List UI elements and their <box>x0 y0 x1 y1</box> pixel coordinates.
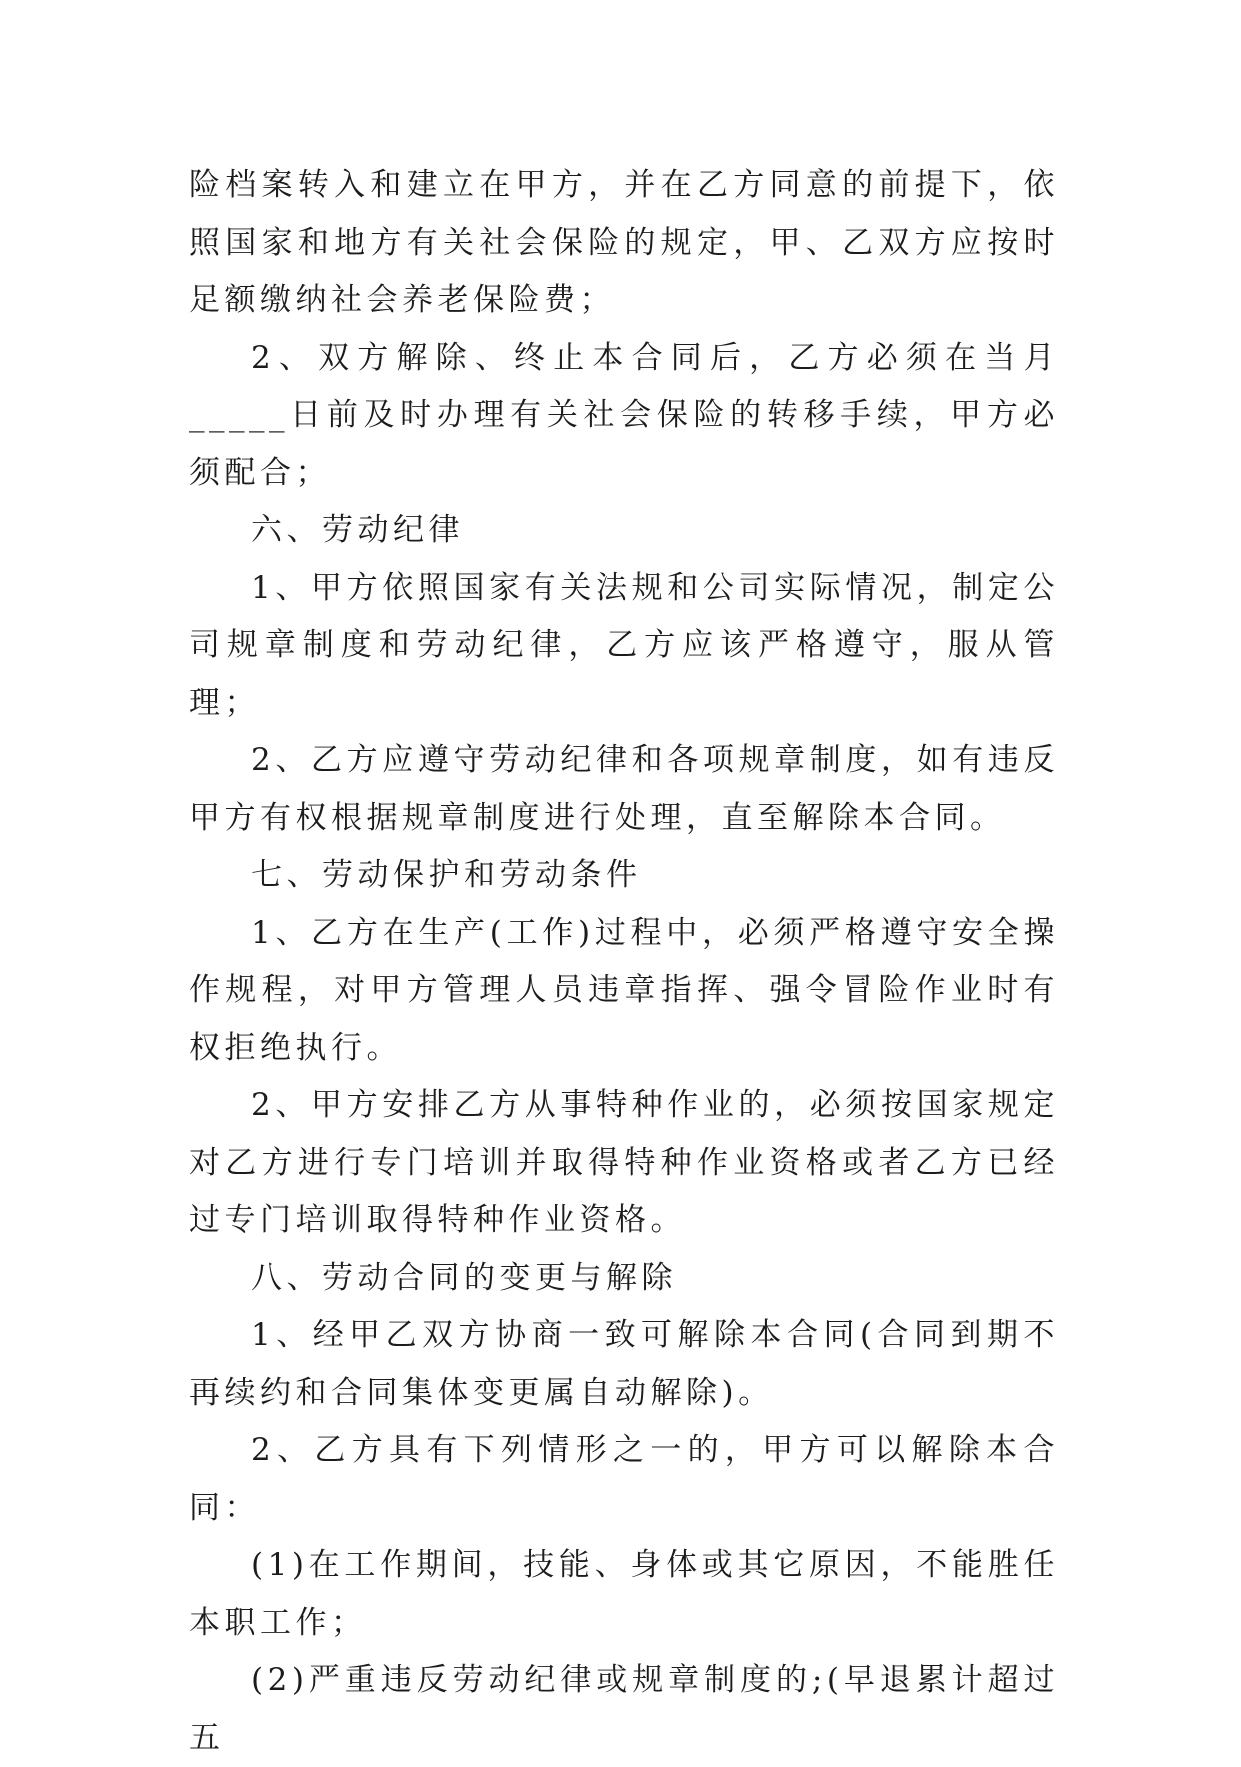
paragraph-mutual-termination: 1、经甲乙双方协商一致可解除本合同(合同到期不再续约和合同集体变更属自动解除)。 <box>189 1317 1059 1411</box>
paragraph-company-rules: 1、甲方依照国家有关法规和公司实际情况，制定公司规章制度和劳动纪律，乙方应该严格遵守，服从管理； <box>189 569 1059 721</box>
paragraph-social-insurance-continued: 险档案转入和建立在甲方，并在乙方同意的前提下，依照国家和地方有关社会保险的规定，甲、乙双方应按时足额缴纳社会养老保险费； <box>189 167 1059 318</box>
document-body <box>189 157 1059 1767</box>
section-heading-labor-protection: 七、劳动保护和劳动条件 <box>251 857 642 893</box>
paragraph-safety-operation: 1、乙方在生产(工作)过程中，必须严格遵守安全操作规程，对甲方管理人员违章指挥、强令冒险作业时有权拒绝执行。 <box>189 914 1059 1066</box>
section-heading-labor-discipline: 六、劳动纪律 <box>251 512 464 548</box>
paragraph-termination-conditions: 2、乙方具有下列情形之一的，甲方可以解除本合同： <box>189 1432 1059 1526</box>
list-item-incompetence: (1)在工作期间，技能、身体或其它原因，不能胜任本职工作； <box>189 1547 1059 1641</box>
paragraph-insurance-transfer: 2、双方解除、终止本合同后，乙方必须在当月_____日前及时办理有关社会保险的转移手续，甲方必须配合； <box>189 339 1059 491</box>
paragraph-discipline-violation: 2、乙方应遵守劳动纪律和各项规章制度，如有违反甲方有权根据规章制度进行处理，直至解除本合同。 <box>189 742 1059 836</box>
section-heading-contract-change: 八、劳动合同的变更与解除 <box>251 1259 677 1296</box>
paragraph-special-operation-training: 2、甲方安排乙方从事特种作业的，必须按国家规定对乙方进行专门培训并取得特种作业资格或者乙方已经过专门培训取得特种作业资格。 <box>189 1087 1059 1238</box>
list-item-serious-violation: (2)严重违反劳动纪律或规章制度的;(早退累计超过五 <box>189 1662 1059 1756</box>
